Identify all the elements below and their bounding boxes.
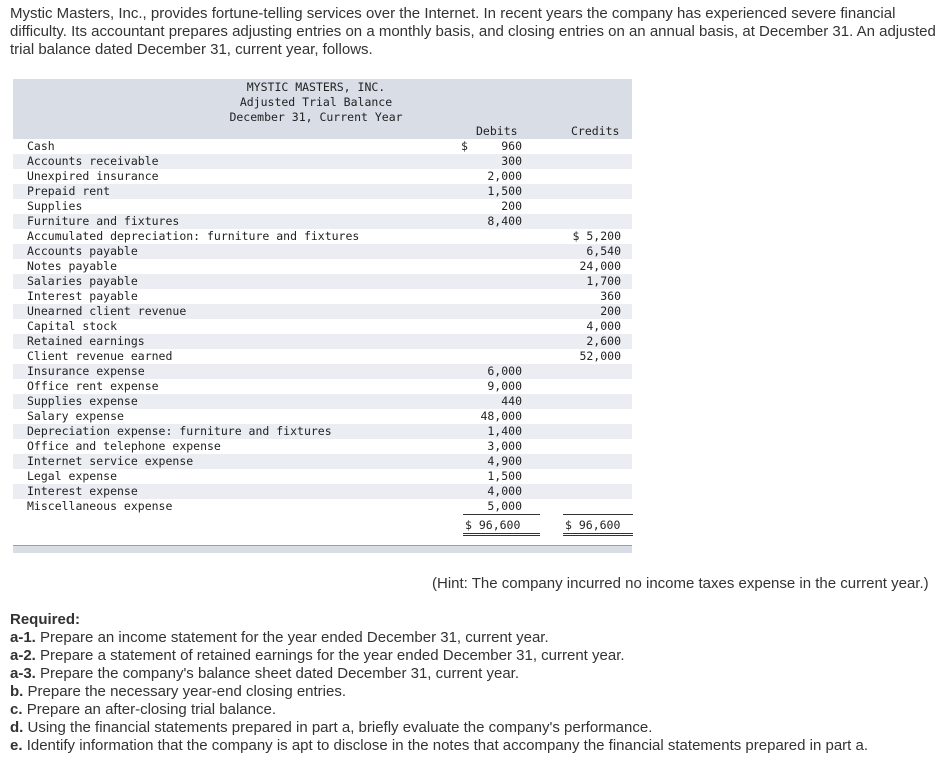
required-item-label: a-3. (10, 665, 36, 682)
account-name: Supplies (27, 199, 83, 213)
debit-amount: 440 (501, 394, 522, 408)
table-row (13, 319, 632, 334)
required-item (10, 701, 944, 719)
account-name: Office rent expense (27, 379, 159, 393)
required-item (10, 647, 944, 665)
credit-amount: 360 (600, 289, 621, 303)
total-credits: $ 96,600 (563, 514, 633, 536)
table-row (13, 214, 632, 229)
required-item-text: Identify information that the company is apt to disclose in the notes that accompany the financial statements prepared in part a. (26, 737, 868, 754)
credit-amount: 1,700 (586, 274, 621, 288)
table-row (13, 409, 632, 424)
debit-dollar-sign: $ (461, 139, 468, 153)
required-item-label: b. (10, 683, 24, 700)
total-debits: $ 96,600 (463, 514, 540, 536)
table-row (13, 334, 632, 349)
required-item-label: c. (10, 701, 23, 718)
table-row (13, 274, 632, 289)
account-name: Prepaid rent (27, 184, 111, 198)
table-row (13, 394, 632, 409)
debit-amount: 4,900 (487, 454, 522, 468)
statement-date: December 31, Current Year (229, 110, 403, 124)
company-name: MYSTIC MASTERS, INC. (246, 80, 386, 94)
table-row (13, 364, 632, 379)
account-name: Supplies expense (27, 394, 138, 408)
credit-amount: 4,000 (586, 319, 621, 333)
trial-balance-table (13, 79, 632, 552)
required-item-text: Prepare the company's balance sheet dated December 31, current year. (40, 665, 520, 682)
account-name: Interest expense (27, 484, 138, 498)
required-list (10, 629, 944, 755)
debit-amount: 3,000 (487, 439, 522, 453)
debit-amount: 9,000 (487, 379, 522, 393)
debit-amount: 48,000 (480, 409, 522, 423)
hint-text: (Hint: The company incurred no income taxes expense in the current year.) (432, 575, 929, 592)
account-name: Salary expense (27, 409, 124, 423)
table-row (13, 439, 632, 454)
account-name: Capital stock (27, 319, 118, 333)
account-name: Cash (27, 139, 55, 153)
totals-row (13, 515, 632, 535)
table-row (13, 184, 632, 199)
account-name: Internet service expense (27, 454, 194, 468)
debit-amount: 4,000 (487, 484, 522, 498)
credit-amount: 2,600 (586, 334, 621, 348)
credit-amount: 6,540 (586, 244, 621, 258)
account-name: Miscellaneous expense (27, 499, 173, 513)
required-item (10, 683, 944, 701)
table-row (13, 154, 632, 169)
statement-title: Adjusted Trial Balance (239, 95, 393, 109)
required-item-label: a-1. (10, 629, 36, 646)
required-item-label: a-2. (10, 647, 36, 664)
account-name: Accumulated depreciation: furniture and fixtures (27, 229, 360, 243)
intro-paragraph: Mystic Masters, Inc., provides fortune-telling services over the Internet. In recent years the company has experienced severe financial difficulty. Its accountant prepares adjusting entries on a monthly basis, and closing entries on an annual basis, at December 31. An adjusted trial balance dated December 31, current year, follows. (10, 5, 936, 58)
table-row (13, 349, 632, 364)
debit-amount: 300 (501, 154, 522, 168)
credit-amount: 52,000 (579, 349, 621, 363)
account-name: Interest payable (27, 289, 138, 303)
account-name: Notes payable (27, 259, 118, 273)
table-row (13, 139, 632, 154)
debit-amount: 1,500 (487, 184, 522, 198)
debit-amount: 200 (501, 199, 522, 213)
credit-amount: $ 5,200 (572, 229, 621, 243)
required-item (10, 719, 944, 737)
debit-amount: 1,400 (487, 424, 522, 438)
account-name: Accounts payable (27, 244, 138, 258)
required-item-text: Using the financial statements prepared in part a, briefly evaluate the company's performance. (27, 719, 653, 736)
trial-balance-footer (13, 545, 632, 553)
table-row (13, 379, 632, 394)
table-row (13, 454, 632, 469)
table-row (13, 499, 632, 514)
table-row (13, 169, 632, 184)
account-name: Client revenue earned (27, 349, 173, 363)
table-row (13, 259, 632, 274)
account-name: Office and telephone expense (27, 439, 221, 453)
table-row (13, 244, 632, 259)
required-item-text: Prepare an income statement for the year ended December 31, current year. (40, 629, 549, 646)
account-name: Salaries payable (27, 274, 138, 288)
required-item (10, 665, 944, 683)
debit-amount: 5,000 (487, 499, 522, 513)
account-name: Unexpired insurance (27, 169, 159, 183)
debit-amount: 6,000 (487, 364, 522, 378)
debit-amount: 2,000 (487, 169, 522, 183)
account-name: Retained earnings (27, 334, 145, 348)
debit-amount: 960 (501, 139, 522, 153)
account-name: Legal expense (27, 469, 118, 483)
table-row (13, 289, 632, 304)
debit-amount: 1,500 (487, 469, 522, 483)
required-item-text: Prepare an after-closing trial balance. (26, 701, 276, 718)
table-row (13, 424, 632, 439)
debits-column-header: Debits (476, 124, 518, 138)
table-row (13, 469, 632, 484)
table-row (13, 304, 632, 319)
required-title: Required: (10, 611, 81, 628)
account-name: Unearned client revenue (27, 304, 187, 318)
required-item-text: Prepare the necessary year-end closing entries. (27, 683, 347, 700)
credit-amount: 24,000 (579, 259, 621, 273)
table-row (13, 199, 632, 214)
table-row (13, 229, 632, 244)
account-name: Insurance expense (27, 364, 145, 378)
debit-amount: 8,400 (487, 214, 522, 228)
account-name: Depreciation expense: furniture and fixtures (27, 424, 332, 438)
account-name: Furniture and fixtures (27, 214, 180, 228)
required-item (10, 737, 944, 755)
account-name: Accounts receivable (27, 154, 159, 168)
required-item (10, 629, 944, 647)
credit-amount: 200 (600, 304, 621, 318)
required-item-label: d. (10, 719, 24, 736)
credits-column-header: Credits (571, 124, 620, 138)
required-section (10, 611, 944, 755)
required-item-label: e. (10, 737, 23, 754)
table-row (13, 484, 632, 499)
required-item-text: Prepare a statement of retained earnings for the year ended December 31, current year. (40, 647, 625, 664)
